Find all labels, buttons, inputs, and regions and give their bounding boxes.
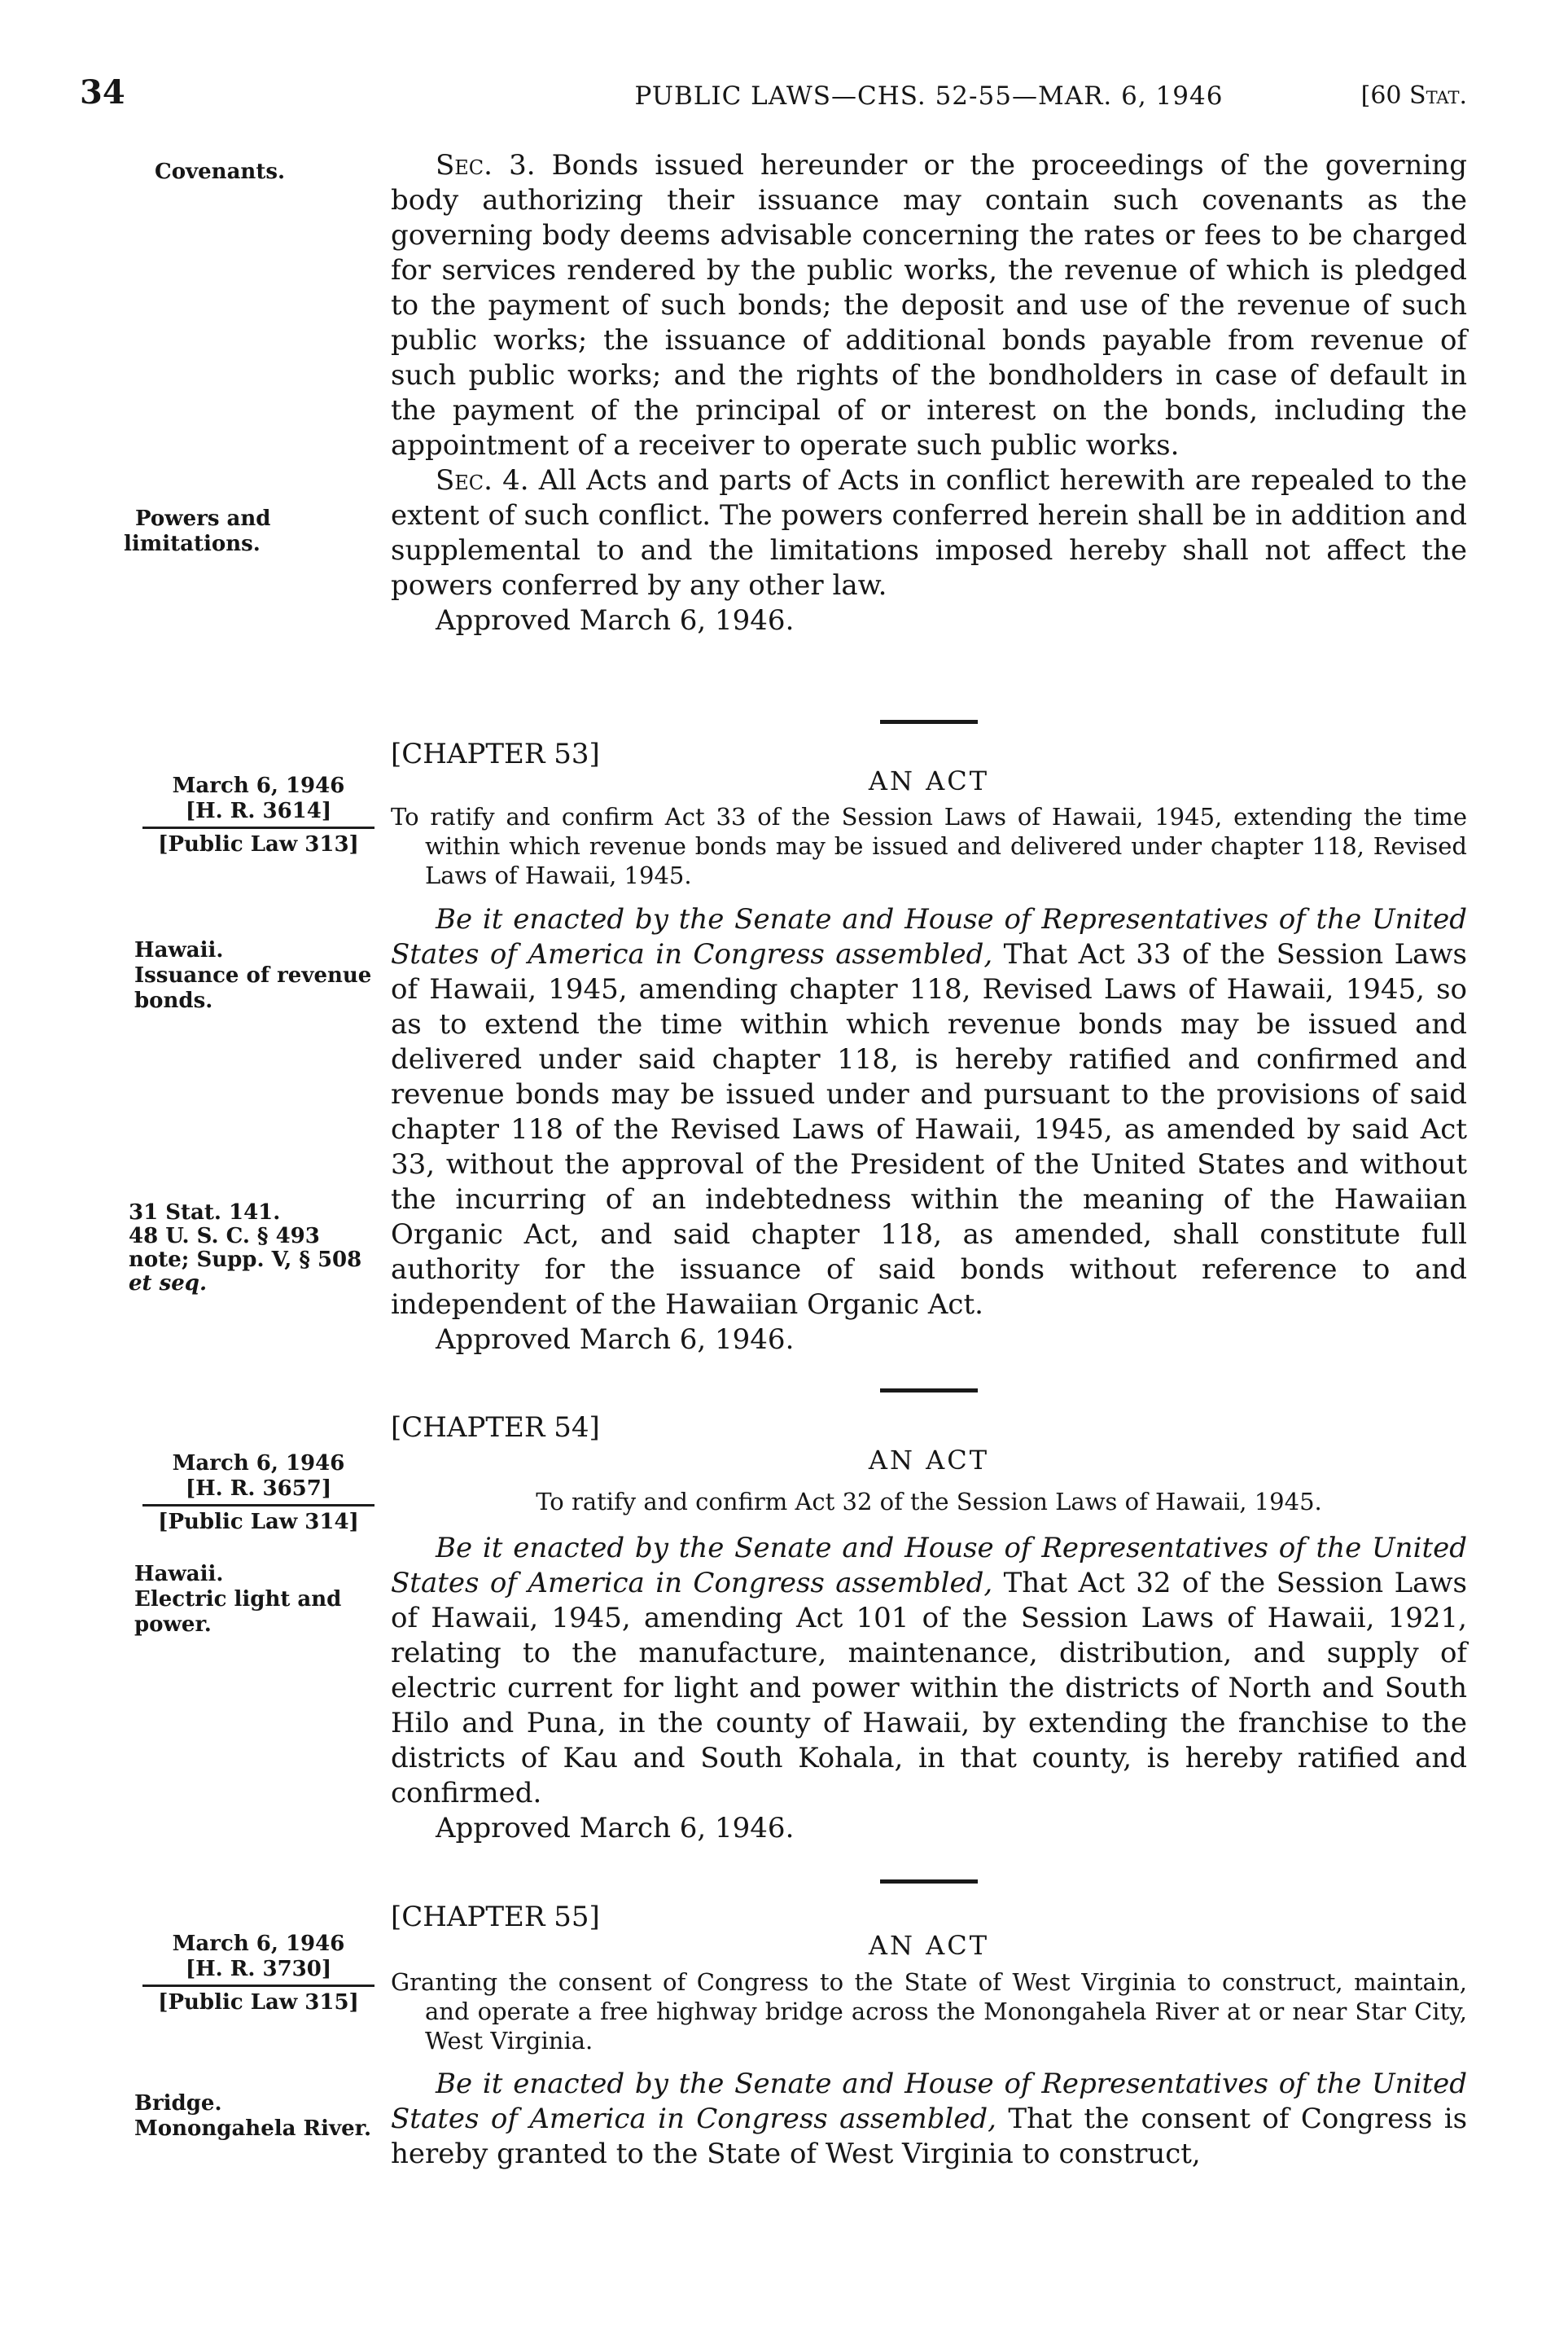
chapter53-body-text: That Act 33 of the Session Laws of Hawaii, 1945, amending chapter 118, Revised Laws of Hawaii, 1945, so as to extend the time within which revenue bonds may be issued and delivered under said chapter 118, is hereby ratified and confirmed and revenue bonds may be issued under and pursuant to the provisions of said chapter 118 of the Revised Laws of Hawaii, 1945, as amended by said Act 33, without the approval of the President of the United States and without the incurring of an indebtedness within the meaning of the Hawaiian Organic Act, and said chapter 118, as amended, shall constitute full authority for the issuance of said bonds without reference to and independent of the Hawaiian Organic Act.	[391, 938, 1468, 1321]
chapter54-margin-bill-number: [H. R. 3657]	[185, 1476, 332, 1501]
citation-note-line: note; Supp. V, § 508	[129, 1248, 362, 1272]
chapter53-margin-subject-block	[134, 938, 379, 1014]
chapter-separator-rule	[880, 1879, 978, 1884]
chapter53-margin-citation-block	[129, 1201, 383, 1296]
chapter54-margin-subject-detail: Electric light and power.	[134, 1587, 342, 1637]
margin-rule	[142, 1985, 374, 1987]
chapter55-enacting-clause: Be it enacted by the Senate and House of Representatives of the United States of America in Congress assembled,	[391, 2068, 1467, 2135]
chapter54-text-block	[391, 1487, 1467, 1846]
chapter54-margin-public-law: [Public Law 314]	[158, 1510, 359, 1534]
margin-rule	[142, 1504, 374, 1507]
stat-volume-header: [60 Stat.	[1360, 81, 1467, 110]
chapter53-text-block	[391, 802, 1467, 1357]
chapter54-approved-line: Approved March 6, 1946.	[436, 1812, 795, 1844]
chapter53-enacting-paragraph	[391, 902, 1467, 1322]
chapter53-approved-line: Approved March 6, 1946.	[436, 1323, 795, 1356]
chapter53-margin-public-law: [Public Law 313]	[158, 832, 359, 857]
chapter55-margin-subject: Bridge.	[134, 2091, 222, 2116]
chapter55-margin-subject-detail: Monongahela River.	[134, 2116, 372, 2141]
citation-etseq-line: et seq.	[129, 1271, 208, 1296]
citation-stat-line: 31 Stat. 141.	[129, 1200, 281, 1225]
chapter55-heading: [CHAPTER 55]	[391, 1901, 600, 1933]
margin-rule	[142, 827, 374, 829]
section-4-text: All Acts and parts of Acts in conflict herewith are repealed to the extent of such conflict. The powers conferred herein shall be in addition and supplemental to and the limitations imposed hereby shall not affect the powers conferred by any other law.	[391, 464, 1467, 602]
chapter54-heading: [CHAPTER 54]	[391, 1411, 600, 1444]
chapter53-margin-subject: Hawaii.	[134, 938, 224, 963]
act52-text-block	[391, 148, 1467, 638]
citation-usc-line: 48 U. S. C. § 493	[129, 1224, 320, 1248]
page-number: 34	[80, 73, 125, 112]
chapter55-margin-public-law: [Public Law 315]	[158, 1990, 359, 2015]
chapter53-margin-bill-number: [H. R. 3614]	[185, 799, 332, 823]
chapter54-act-description: To ratify and confirm Act 32 of the Session Laws of Hawaii, 1945.	[536, 1488, 1322, 1515]
chapter54-an-act-heading: AN ACT	[868, 1445, 990, 1476]
chapter54-margin-credit-block	[142, 1451, 374, 1535]
chapter55-margin-date: March 6, 1946	[172, 1932, 345, 1956]
chapter54-body-text: That Act 32 of the Session Laws of Hawaii, 1945, amending Act 101 of the Session Laws of Hawaii, 1921, relating to the manufacture, maintenance, distribution, and supply of electric current for light and power within the districts of North and South Hilo and Puna, in the county of Hawaii, by extending the franchise to the districts of Kau and South Kohala, in that county, is hereby ratified and confirmed.	[391, 1567, 1468, 1809]
chapter55-enacting-paragraph	[391, 2067, 1467, 2172]
running-header: PUBLIC LAWS—CHS. 52-55—MAR. 6, 1946	[634, 81, 1224, 111]
chapter54-margin-subject-block	[134, 1562, 379, 1638]
chapter55-margin-credit-block	[142, 1932, 374, 2015]
section-3-text: Bonds issued hereunder or the proceedings of the governing body authorizing their issuance may contain such covenants as the governing body deems advisable concerning the rates or fees to be charged for services rendered by the public works, the revenue of which is pledged to the payment of such bonds; the deposit and use of the revenue of such public works; the issuance of additional bonds payable from revenue of such public works; and the rights of the bondholders in case of default in the payment of the principal of or interest on the bonds, including the appointment of a receiver to operate such public works.	[391, 149, 1467, 462]
chapter-separator-rule	[880, 1388, 978, 1392]
section-4-paragraph	[391, 463, 1467, 603]
section-4-label: Sec. 4.	[436, 464, 529, 497]
chapter53-an-act-heading: AN ACT	[868, 765, 990, 796]
chapter53-margin-credit-block	[142, 774, 374, 857]
chapter55-margin-subject-block	[134, 2091, 379, 2142]
chapter55-act-description: Granting the consent of Congress to the State of West Virginia to construct, maintain, and operate a free highway bridge across the Monongahela River at or near Star City, West Virginia.	[391, 1968, 1467, 2055]
chapter53-heading: [CHAPTER 53]	[391, 738, 600, 770]
section-3-label: Sec. 3.	[436, 149, 536, 182]
chapter55-margin-bill-number: [H. R. 3730]	[185, 1957, 332, 1981]
margin-note-covenants: Covenants.	[155, 160, 286, 184]
chapter53-margin-date: March 6, 1946	[172, 774, 345, 798]
chapter55-text-block	[391, 1967, 1467, 2172]
chapter54-enacting-clause: Be it enacted by the Senate and House of Representatives of the United States of America in Congress assembled,	[391, 1532, 1467, 1599]
chapter53-act-description: To ratify and confirm Act 33 of the Session Laws of Hawaii, 1945, extending the time within which revenue bonds may be issued and delivered under chapter 118, Revised Laws of Hawaii, 1945.	[391, 803, 1467, 889]
act52-approved-line: Approved March 6, 1946.	[436, 604, 795, 637]
margin-note-powers-limitations: Powers and limitations.	[124, 507, 271, 556]
chapter54-margin-date: March 6, 1946	[172, 1451, 345, 1476]
chapter55-body-text: That the consent of Congress is hereby granted to the State of West Virginia to construct,	[391, 2103, 1468, 2170]
chapter54-margin-subject: Hawaii.	[134, 1562, 224, 1586]
chapter-separator-rule	[880, 720, 978, 724]
chapter54-enacting-paragraph	[391, 1531, 1467, 1811]
section-3-paragraph	[391, 148, 1467, 463]
chapter53-margin-subject-detail: Issuance of revenue bonds.	[134, 963, 372, 1013]
chapter53-enacting-clause: Be it enacted by the Senate and House of Representatives of the United States of America in Congress assembled,	[391, 903, 1467, 971]
chapter55-an-act-heading: AN ACT	[868, 1930, 990, 1961]
